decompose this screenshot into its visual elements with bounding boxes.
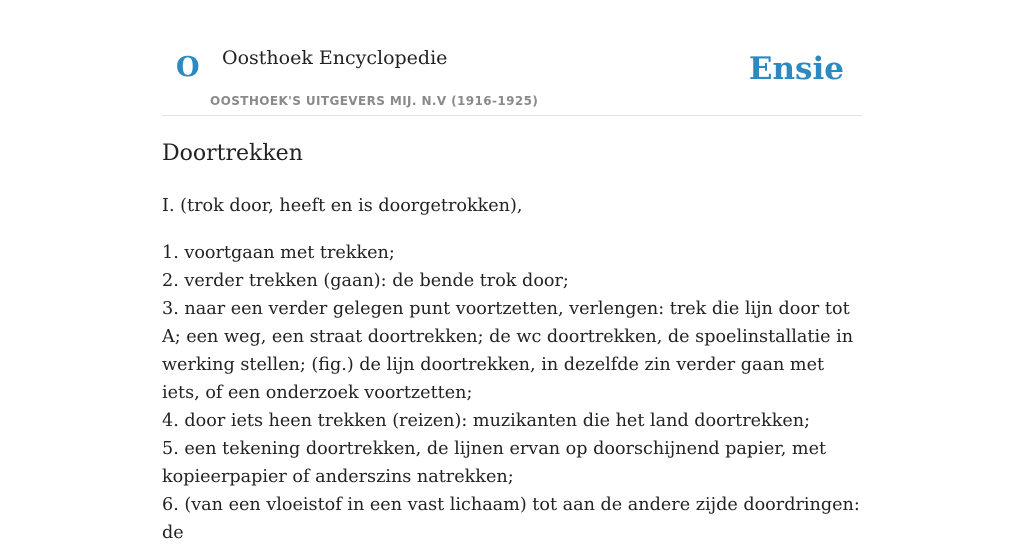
page-container	[162, 0, 862, 543]
publisher-subtitle: OOSTHOEK'S UITGEVERS MIJ. N.V (1916-1925)	[210, 94, 539, 108]
definition-item: 1. voortgaan met trekken;	[162, 243, 395, 263]
logo-letter-icon[interactable]: O	[176, 52, 200, 83]
definition-item: 5. een tekening doortrekken, de lijnen ervan op doorschijnend papier, met kopieerpapier of anderszins natrekken;	[162, 439, 827, 487]
entry-title: Doortrekken	[162, 141, 303, 166]
brand-logo-link[interactable]: Ensie	[748, 51, 844, 87]
entry-intro: I. (trok door, heeft en is doorgetrokken),	[162, 196, 523, 216]
definition-item: 4. door iets heen trekken (reizen): muzikanten die het land doortrekken;	[162, 411, 811, 431]
site-header	[162, 0, 862, 116]
entry-body	[162, 192, 862, 547]
definition-item: 6. (van een vloeistof in een vast lichaam) tot aan de andere zijde doordringen: de	[162, 495, 860, 543]
site-title[interactable]: Oosthoek Encyclopedie	[222, 47, 448, 69]
definition-item: 3. naar een verder gelegen punt voortzetten, verlengen: trek die lijn door tot A; een weg, een straat doortrekken; de wc doortrekken, de spoelinstallatie in werking stellen; (fig.) de lijn doortrekken, in dezelfde zin verder gaan met iets, of een onderzoek voortzetten;	[162, 299, 854, 403]
definition-item: 2. verder trekken (gaan): de bende trok door;	[162, 271, 569, 291]
